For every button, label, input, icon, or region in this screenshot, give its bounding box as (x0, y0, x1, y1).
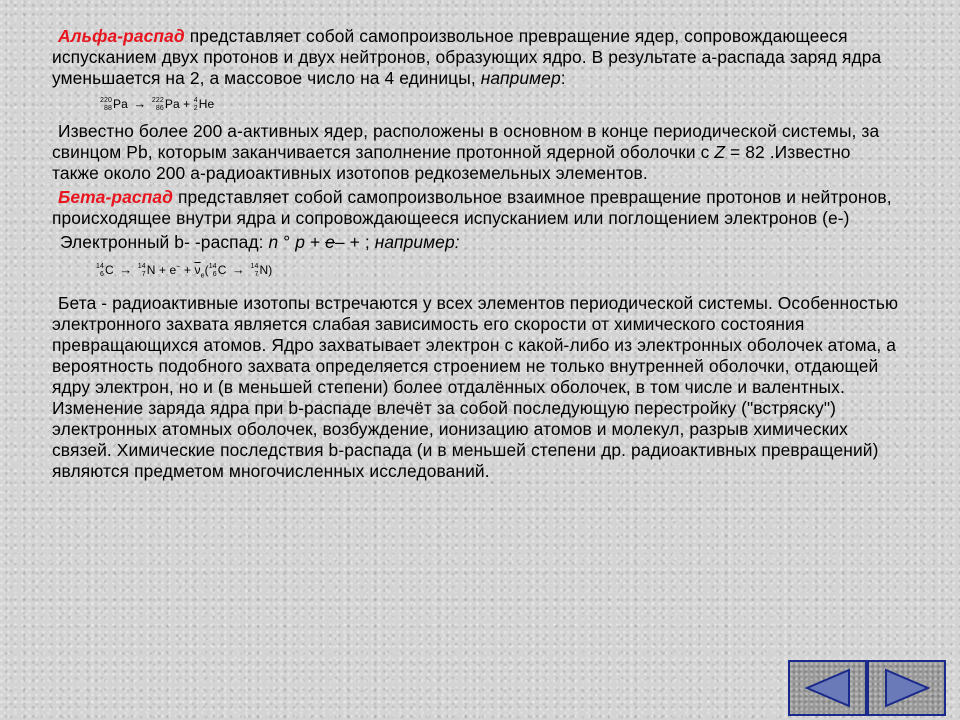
z-variable: Z (714, 142, 726, 162)
separator: ; (364, 232, 375, 252)
alpha-formula (100, 91, 902, 117)
triangle-right-icon (880, 666, 934, 710)
previous-slide-button[interactable] (788, 660, 867, 716)
slide-navigation (788, 660, 946, 716)
beta-nuclide-c: 14 6 (96, 262, 104, 278)
triangle-left-icon (801, 666, 855, 710)
alpha-active-text: Известно более 200 a-активных ядер, расположены в основном в конце периодической системы, за свинцом Pb, которым заканчивается заполнение протонной ядерной оболочки с (52, 121, 880, 162)
electronic-label: Электронный b- -распад: (60, 232, 269, 252)
slide-content (52, 26, 902, 482)
beta-paragraph (52, 187, 902, 229)
alpha-text: представляет собой самопроизвольное превращение ядер, сопровождающееся испусканием двух протонов и двух нейтронов, образующих ядро. В результате a-распада заряд ядра уменьшается на 2, а массовое число на 4 единицы, (52, 26, 882, 88)
next-slide-button[interactable] (867, 660, 946, 716)
formula-symbol-3: He (198, 97, 215, 111)
formula-arrow: → (133, 96, 147, 111)
formula-nuclide-2: 222 86 (151, 96, 164, 112)
formula-symbol-2: Pa (164, 97, 180, 111)
formula-plus: + (183, 97, 191, 111)
degree-sign: ° (278, 232, 296, 252)
minus-plus: – + (334, 232, 365, 252)
beta-arrow-1: → (119, 262, 133, 277)
beta-nuclide-n-2: 14 7 (250, 262, 259, 278)
beta-symbol-n-2: N) (259, 263, 273, 277)
beta-symbol-c-2: C (217, 263, 227, 277)
beta-nuclide-c-2: 14 6 (208, 262, 217, 278)
alpha-example-label: например (480, 68, 561, 88)
formula-symbol-1: Pa (112, 97, 128, 111)
alpha-colon: : (560, 68, 566, 88)
alpha-active-paragraph (52, 121, 902, 184)
var-e: e (325, 232, 335, 252)
alpha-active-text-2: = 82 .Известно также около 200 a-радиоактивных изотопов редкоземельных элементов. (52, 142, 851, 183)
electronic-example-label: например: (374, 232, 460, 252)
var-n: n (268, 232, 279, 252)
beta-plus: + (180, 263, 195, 277)
plus-sign: + (305, 232, 326, 252)
antineutrino-subscript: e (200, 272, 205, 280)
electron-charge: − (176, 264, 181, 271)
beta-decay-term: Бета-распад (58, 187, 174, 207)
formula-nuclide-3: 4 2 (193, 96, 198, 112)
beta-paren-open: ( (204, 263, 209, 277)
beta-arrow-2: → (231, 262, 246, 277)
var-p: p (295, 232, 306, 252)
beta-symbol-c: C (105, 263, 114, 277)
beta-products: N + e (146, 263, 177, 277)
formula-nuclide-1: 220 88 (100, 96, 112, 112)
beta-nuclide-n: 14 7 (137, 262, 146, 278)
beta-isotopes-paragraph: Бета - радиоактивные изотопы встречаются у всех элементов периодической системы. Особенностью электронного захвата является слабая зависимость его скорости от химического состояния превращающихся атомов. Ядро захватывает электрон с какой-либо из электронных оболочек атома, а вероятность подобного захвата определяется строением не только внутренней оболочки, отдающей ядру электрон, но и (в меньшей степени) более отдалённых оболочек, в том числе и валентных. Изменение заряда ядра при b-распаде влечёт за собой последующую перестройку ("встряску") электронных атомных оболочек, возбуждение, ионизацию атомов и молекул, разрыв химических связей. Химические последствия b-распада (и в меньшей степени др. радиоактивных превращений) являются предметом многочисленных исследований. (52, 293, 899, 482)
alpha-decay-term: Альфа-распад (58, 26, 185, 46)
beta-formula (96, 255, 902, 289)
beta-text: представляет собой самопроизвольное взаимное превращение протонов и нейтронов, происходящее внутри ядра и сопровождающееся испусканием или поглощением электронов (е-) (52, 187, 892, 228)
antineutrino-symbol: $\overline{\nu}$ (194, 263, 201, 277)
electronic-decay-line (52, 232, 902, 253)
alpha-paragraph (52, 26, 902, 89)
